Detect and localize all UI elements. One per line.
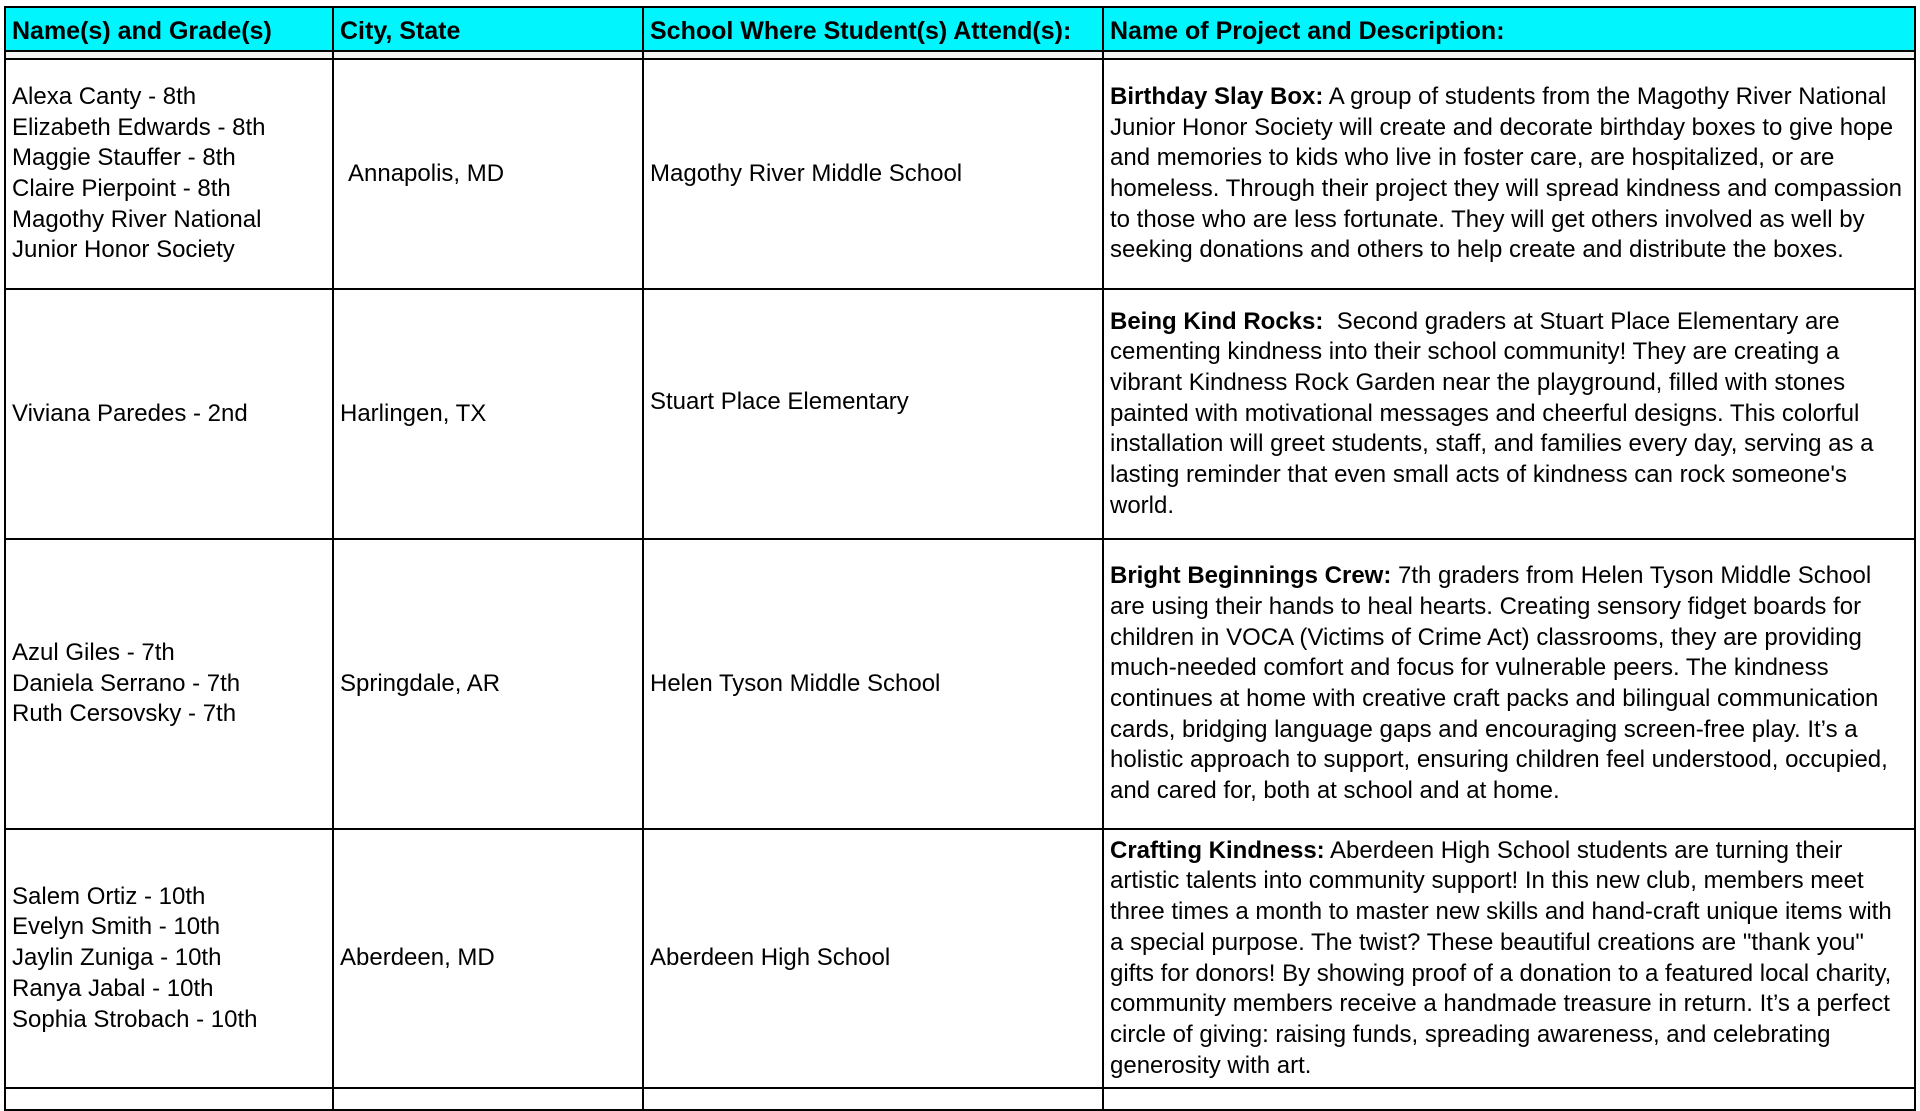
names-cell[interactable] bbox=[5, 829, 333, 1088]
school-cell[interactable] bbox=[643, 539, 1103, 829]
school-cell[interactable] bbox=[643, 829, 1103, 1088]
project-title: Being Kind Rocks: bbox=[1110, 307, 1324, 335]
student-name: Ruth Cersovsky - 7th bbox=[12, 700, 237, 728]
school-cell[interactable] bbox=[643, 59, 1103, 289]
student-name: Jaylin Zuniga - 10th bbox=[12, 944, 222, 972]
city-cell[interactable] bbox=[333, 539, 643, 829]
school-text: Aberdeen High School bbox=[650, 944, 891, 972]
spacer-cell bbox=[333, 51, 643, 59]
header-city[interactable]: City, State bbox=[333, 7, 643, 51]
table-row bbox=[5, 539, 1915, 829]
empty-cell[interactable] bbox=[1103, 1088, 1915, 1110]
student-name: Elizabeth Edwards - 8th bbox=[12, 113, 266, 141]
names-cell[interactable] bbox=[5, 539, 333, 829]
student-name: Junior Honor Society bbox=[12, 236, 235, 264]
school-text: Magothy River Middle School bbox=[650, 159, 963, 187]
city-cell[interactable] bbox=[333, 829, 643, 1088]
table-row bbox=[5, 829, 1915, 1088]
student-name: Evelyn Smith - 10th bbox=[12, 913, 221, 941]
project-description: Second graders at Stuart Place Elementary are cementing kindness into their school community! They are creating a vibrant Kindness Rock Garden near the playground, filled with stones painted with motivational messages and cheerful designs. This colorful installation will greet students, staff, and families every day, serving as a lasting reminder that even small acts of kindness can rock someone's world. bbox=[1110, 307, 1874, 519]
student-name: Salem Ortiz - 10th bbox=[12, 882, 206, 910]
project-description: A group of students from the Magothy River National Junior Honor Society will create and decorate birthday boxes to give hope and memories to kids who live in foster care, are hospitalized, or are homeless. Through their project they will spread kindness and compassion to those who are less fortunate. They will get others involved as well by seeking donations and others to help create and distribute the boxes. bbox=[1110, 82, 1902, 264]
student-name: Alexa Canty - 8th bbox=[12, 82, 197, 110]
project-cell[interactable] bbox=[1103, 829, 1915, 1088]
project-description: 7th graders from Helen Tyson Middle School are using their hands to heal hearts. Creating sensory fidget boards for children in VOCA (Victims of Crime Act) classrooms, they are providing much-needed comfort and focus for vulnerable peers. The kindness continues at home with creative craft packs and bilingual communication cards, bridging language gaps and encouraging screen-free play. It’s a holistic approach to support, ensuring children feel understood, occupied, and cared for, both at school and at home. bbox=[1110, 562, 1888, 805]
project-cell[interactable] bbox=[1103, 59, 1915, 289]
student-name: Ranya Jabal - 10th bbox=[12, 974, 214, 1002]
project-title: Bright Beginnings Crew: bbox=[1110, 562, 1392, 590]
city-cell[interactable] bbox=[333, 289, 643, 539]
project-title: Crafting Kindness: bbox=[1110, 836, 1325, 864]
empty-cell[interactable] bbox=[643, 1088, 1103, 1110]
city-text: Aberdeen, MD bbox=[340, 944, 495, 972]
spacer-cell bbox=[5, 51, 333, 59]
spacer-row bbox=[5, 51, 1915, 59]
header-row bbox=[5, 7, 1915, 51]
student-name: Viviana Paredes - 2nd bbox=[12, 399, 248, 427]
project-title: Birthday Slay Box: bbox=[1110, 82, 1324, 110]
header-names[interactable]: Name(s) and Grade(s) bbox=[5, 7, 333, 51]
table-row bbox=[5, 289, 1915, 539]
student-name: Daniela Serrano - 7th bbox=[12, 669, 241, 697]
city-cell[interactable] bbox=[333, 59, 643, 289]
empty-cell[interactable] bbox=[333, 1088, 643, 1110]
school-cell[interactable] bbox=[643, 289, 1103, 539]
table-row bbox=[5, 59, 1915, 289]
school-text: Helen Tyson Middle School bbox=[650, 669, 941, 697]
student-name: Claire Pierpoint - 8th bbox=[12, 175, 231, 202]
student-name: Sophia Strobach - 10th bbox=[12, 1005, 258, 1033]
header-project[interactable]: Name of Project and Description: bbox=[1103, 7, 1915, 51]
city-text: Harlingen, TX bbox=[340, 399, 487, 427]
names-cell[interactable] bbox=[5, 289, 333, 539]
student-name: Azul Giles - 7th bbox=[12, 638, 175, 666]
names-cell[interactable] bbox=[5, 59, 333, 289]
table-row bbox=[5, 1088, 1915, 1110]
spacer-cell bbox=[643, 51, 1103, 59]
projects-table bbox=[4, 6, 1916, 1111]
spreadsheet bbox=[4, 6, 1914, 1111]
city-text: Springdale, AR bbox=[340, 669, 501, 697]
city-text: Annapolis, MD bbox=[348, 159, 505, 187]
student-name: Maggie Stauffer - 8th bbox=[12, 144, 236, 172]
project-description: Aberdeen High School students are turning their artistic talents into community support! In this new club, members meet three times a month to master new skills and hand-craft unique items with a special purpose. The twist? These beautiful creations are "thank you" gifts for donors! By showing proof of a donation to a featured local charity, community members receive a handmade treasure in return. It’s a perfect circle of giving: raising funds, spreading awareness, and celebrating generosity with art. bbox=[1110, 836, 1892, 1079]
empty-cell[interactable] bbox=[5, 1088, 333, 1110]
project-cell[interactable] bbox=[1103, 289, 1915, 539]
header-school[interactable]: School Where Student(s) Attend(s): bbox=[643, 7, 1103, 51]
student-name: Magothy River National bbox=[12, 205, 262, 233]
project-cell[interactable] bbox=[1103, 539, 1915, 829]
spacer-cell bbox=[1103, 51, 1915, 59]
school-text: Stuart Place Elementary bbox=[650, 387, 909, 415]
